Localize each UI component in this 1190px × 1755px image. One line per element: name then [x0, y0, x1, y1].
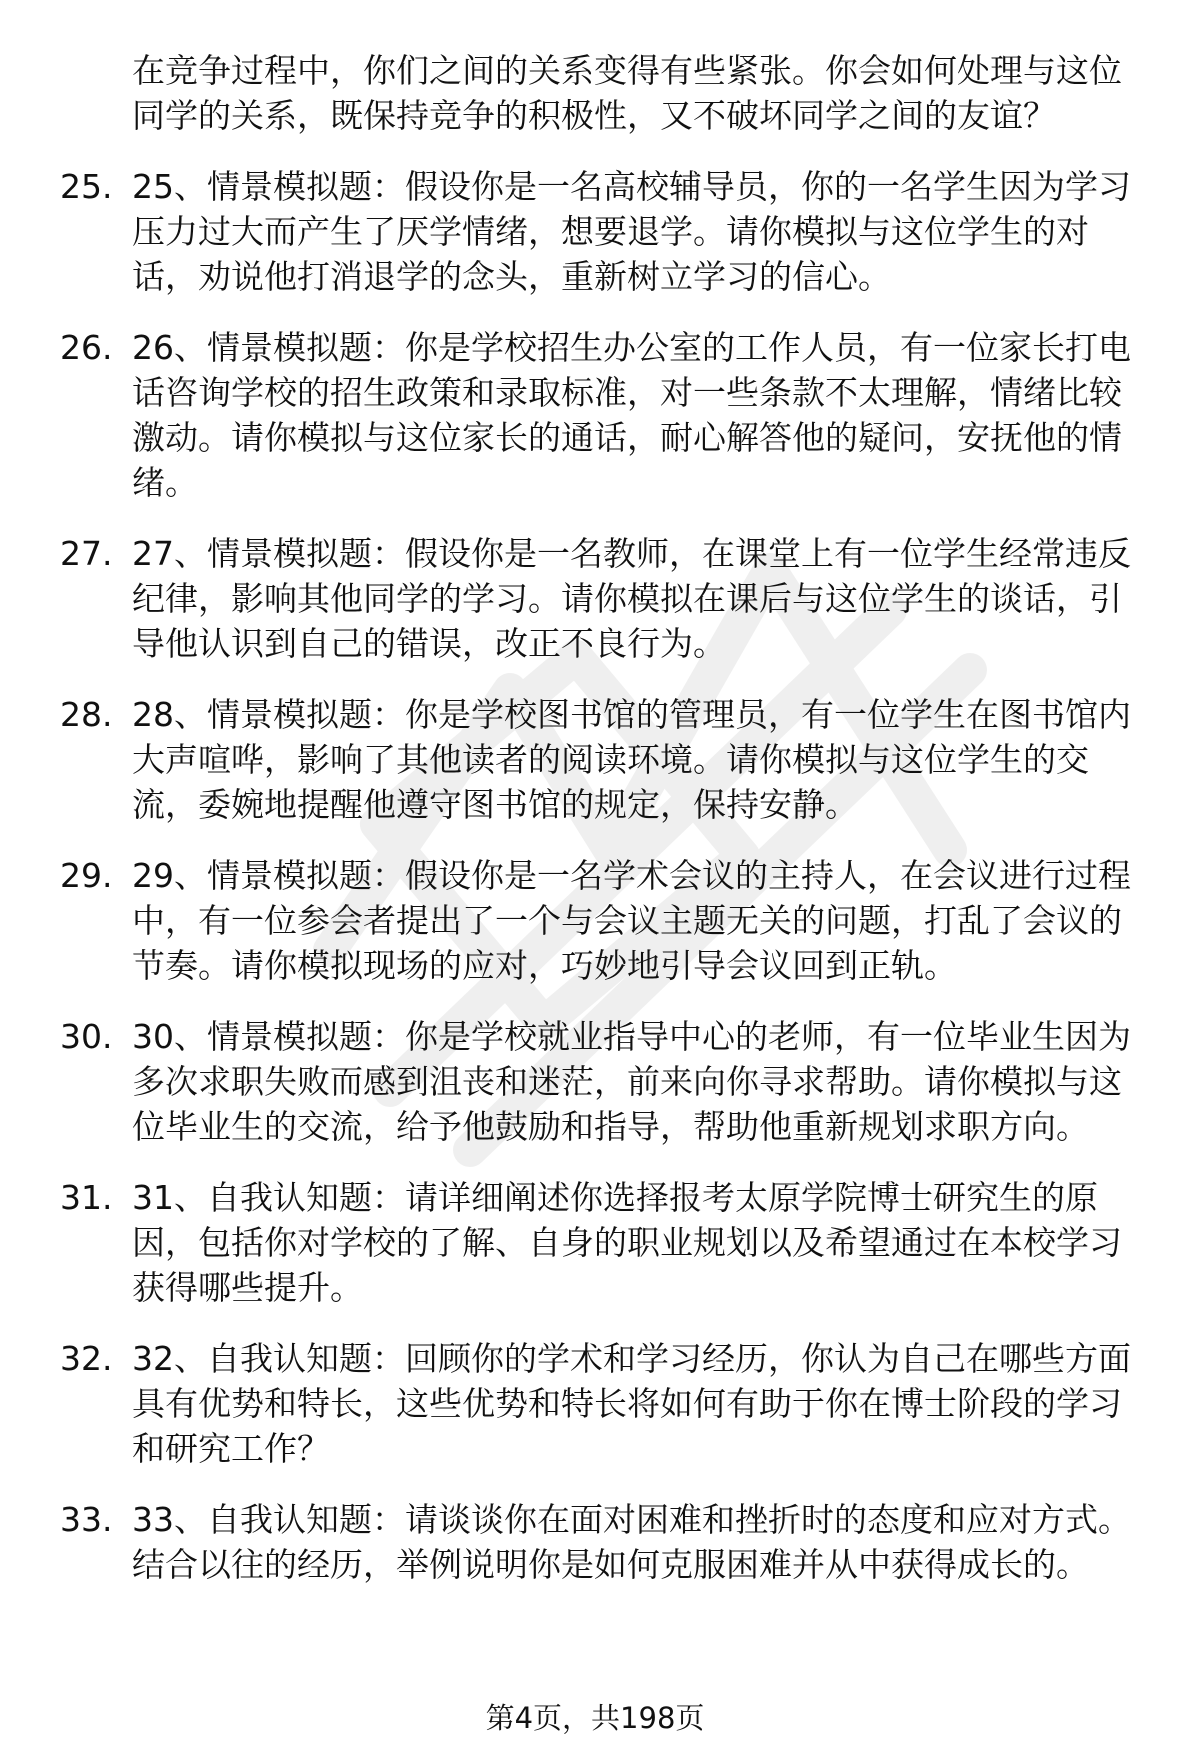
list-item — [60, 1175, 1150, 1310]
list-item-text: 32、自我认知题：回顾你的学术和学习经历，你认为自己在哪些方面具有优势和特长，这些优势和特长将如何有助于你在博士阶段的学习和研究工作？ — [132, 1339, 1131, 1468]
list-item-number: 26. — [60, 328, 113, 367]
list-item-text: 29、情景模拟题：假设你是一名学术会议的主持人，在会议进行过程中，有一位参会者提出了一个与会议主题无关的问题，打乱了会议的节奏。请你模拟现场的应对，巧妙地引导会议回到正轨。 — [132, 856, 1131, 985]
list-item-text: 27、情景模拟题：假设你是一名教师，在课堂上有一位学生经常违反纪律，影响其他同学的学习。请你模拟在课后与这位学生的谈话，引导他认识到自己的错误，改正不良行为。 — [132, 534, 1131, 663]
list-item — [60, 1014, 1150, 1149]
list-item-number: 30. — [60, 1017, 113, 1056]
list-item-text: 30、情景模拟题：你是学校就业指导中心的老师，有一位毕业生因为多次求职失败而感到沮丧和迷茫，前来向你寻求帮助。请你模拟与这位毕业生的交流，给予他鼓励和指导，帮助他重新规划求职方向。 — [132, 1017, 1131, 1146]
list-item-text: 33、自我认知题：请谈谈你在面对困难和挫折时的态度和应对方式。结合以往的经历，举例说明你是如何克服困难并从中获得成长的。 — [132, 1500, 1131, 1584]
list-item — [60, 1336, 1150, 1471]
list-item — [60, 164, 1150, 299]
list-item-text: 26、情景模拟题：你是学校招生办公室的工作人员，有一位家长打电话咨询学校的招生政策和录取标准，对一些条款不太理解，情绪比较激动。请你模拟与这位家长的通话，耐心解答他的疑问，安抚他的情绪。 — [132, 328, 1131, 502]
list-item-number: 28. — [60, 695, 113, 734]
continuation-paragraph: 在竞争过程中，你们之间的关系变得有些紧张。你会如何处理与这位同学的关系，既保持竞争的积极性，又不破坏同学之间的友谊？ — [132, 51, 1122, 135]
list-item-number: 31. — [60, 1178, 113, 1217]
list-item-number: 33. — [60, 1500, 113, 1539]
list-item-number: 27. — [60, 534, 113, 573]
list-item-text: 28、情景模拟题：你是学校图书馆的管理员，有一位学生在图书馆内大声喧哗，影响了其他读者的阅读环境。请你模拟与这位学生的交流，委婉地提醒他遵守图书馆的规定，保持安静。 — [132, 695, 1131, 824]
list-item-number: 29. — [60, 856, 113, 895]
list-item — [60, 853, 1150, 988]
page-footer: 第4页，共198页 — [485, 1701, 705, 1735]
list-item — [60, 325, 1150, 505]
list-item — [60, 1497, 1150, 1587]
list-item — [60, 692, 1150, 827]
list-item-text: 25、情景模拟题：假设你是一名高校辅导员，你的一名学生因为学习压力过大而产生了厌学情绪，想要退学。请你模拟与这位学生的对话，劝说他打消退学的念头，重新树立学习的信心。 — [132, 167, 1131, 296]
document-body — [60, 48, 1150, 1613]
list-item-number: 32. — [60, 1339, 113, 1378]
list-item — [60, 531, 1150, 666]
list-item-number: 25. — [60, 167, 113, 206]
list-item-text: 31、自我认知题：请详细阐述你选择报考太原学院博士研究生的原因，包括你对学校的了解、自身的职业规划以及希望通过在本校学习获得哪些提升。 — [132, 1178, 1122, 1307]
